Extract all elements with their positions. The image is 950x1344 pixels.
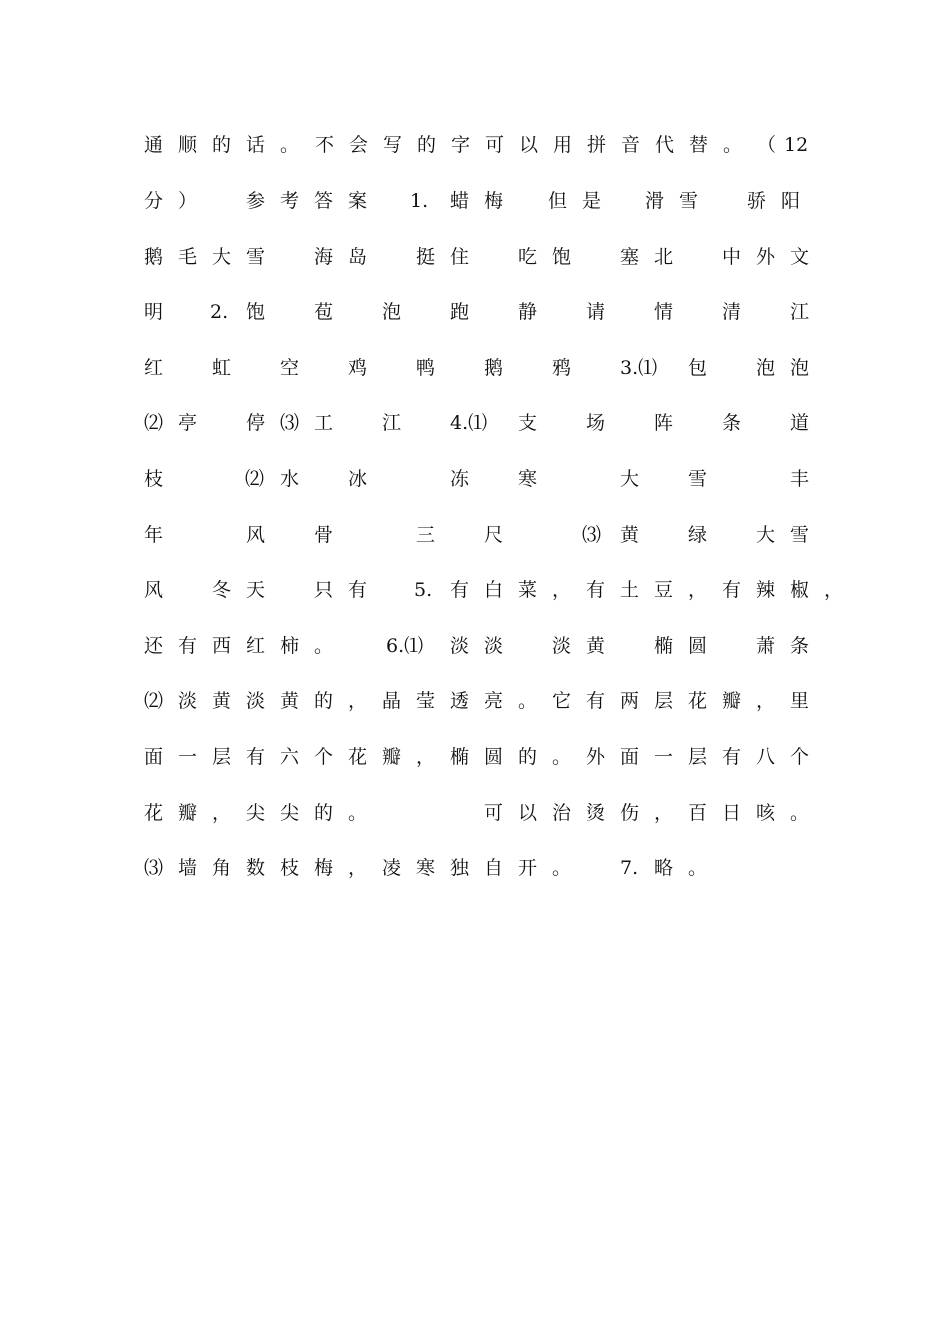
text-char: 。 xyxy=(790,802,810,824)
text-char: 风 xyxy=(144,579,164,601)
text-char: 泡 xyxy=(382,301,402,323)
text-char: 绿 xyxy=(688,524,708,546)
text-char: 日 xyxy=(722,802,742,824)
text-char: 圆 xyxy=(688,635,708,657)
text-char: 毛 xyxy=(178,246,198,268)
text-char: 情 xyxy=(654,301,674,323)
text-char: 通 xyxy=(144,134,164,156)
text-char: 鸡 xyxy=(348,357,368,379)
text-char: 以 xyxy=(519,134,539,156)
text-char: 尺 xyxy=(484,524,504,546)
text-char: 淡 xyxy=(450,635,470,657)
text-char: 八 xyxy=(756,746,776,768)
text-char: ， xyxy=(416,746,436,768)
text-char: 的 xyxy=(518,746,538,768)
text-char: 是 xyxy=(582,190,602,212)
text-char: 柿 xyxy=(280,635,300,657)
text-char: 风 xyxy=(246,524,266,546)
text-char: 包 xyxy=(688,357,708,379)
text-char: 略 xyxy=(654,857,674,879)
text-char: 豆 xyxy=(654,579,674,601)
text-char: 蜡 xyxy=(450,190,470,212)
text-char: 瓣 xyxy=(722,690,742,712)
text-char: 圆 xyxy=(484,746,504,768)
text-char: 有 xyxy=(586,579,606,601)
text-char: 参 xyxy=(246,190,266,212)
text-char: 外 xyxy=(756,246,776,268)
text-char: 。 xyxy=(688,857,708,879)
text-char: 。 xyxy=(552,746,572,768)
text-char: 阳 xyxy=(781,190,801,212)
text-char: 鸭 xyxy=(416,357,436,379)
text-char: 凌 xyxy=(382,857,402,879)
text-char: ， xyxy=(552,579,572,601)
text-char: 有 xyxy=(586,690,606,712)
text-char: （ xyxy=(757,134,777,156)
text-char: ⑶ xyxy=(280,412,300,434)
text-char: 鹅 xyxy=(484,357,504,379)
text-char: 只 xyxy=(314,579,334,601)
text-char: 的 xyxy=(314,690,334,712)
text-char: 清 xyxy=(722,301,742,323)
text-char: 它 xyxy=(552,690,572,712)
text-char: 鹅 xyxy=(144,246,164,268)
text-char: 一 xyxy=(178,746,198,768)
text-char: 4.⑴ xyxy=(450,412,488,434)
text-char: 停 xyxy=(246,412,266,434)
text-char: 字 xyxy=(451,134,471,156)
text-char: 墙 xyxy=(178,857,198,879)
text-char: 支 xyxy=(518,412,538,434)
text-char: 萧 xyxy=(756,635,776,657)
text-char: 跑 xyxy=(450,301,470,323)
text-char: ⑵ xyxy=(144,412,164,434)
text-char: 答 xyxy=(314,190,334,212)
text-char: ⑶ xyxy=(144,857,164,879)
text-char: 不 xyxy=(315,134,335,156)
text-char: 枝 xyxy=(144,468,164,490)
text-char: 3.⑴ xyxy=(620,357,658,379)
text-char: 层 xyxy=(688,746,708,768)
text-line xyxy=(144,853,824,883)
text-char: 花 xyxy=(348,746,368,768)
text-char: 雪 xyxy=(246,246,266,268)
text-char: 红 xyxy=(144,357,164,379)
text-char: 可 xyxy=(484,802,504,824)
text-char: 咳 xyxy=(756,802,776,824)
text-char: 分 xyxy=(144,190,164,212)
text-line xyxy=(144,575,844,605)
text-char: 挺 xyxy=(416,246,436,268)
text-char: 考 xyxy=(280,190,300,212)
text-char: 角 xyxy=(212,857,232,879)
text-char: 5. xyxy=(414,579,433,601)
text-char: 大 xyxy=(756,524,776,546)
text-char: 天 xyxy=(246,579,266,601)
text-char: 冻 xyxy=(450,468,470,490)
text-char: 12 xyxy=(784,134,809,156)
text-char: 冬 xyxy=(212,579,232,601)
text-char: 花 xyxy=(144,802,164,824)
text-char: 有 xyxy=(348,579,368,601)
text-char: 场 xyxy=(586,412,606,434)
text-char: 。 xyxy=(314,635,334,657)
text-char: 西 xyxy=(212,635,232,657)
text-char: 顺 xyxy=(178,134,198,156)
text-char: 椭 xyxy=(450,746,470,768)
text-line xyxy=(144,353,824,383)
text-char: 请 xyxy=(586,301,606,323)
text-char: 以 xyxy=(518,802,538,824)
text-char: 的 xyxy=(417,134,437,156)
text-char: 一 xyxy=(654,746,674,768)
text-char: 椭 xyxy=(654,635,674,657)
text-char: 饱 xyxy=(552,246,572,268)
text-line xyxy=(144,186,824,216)
text-char: 两 xyxy=(620,690,640,712)
text-char: 。 xyxy=(723,134,743,156)
text-char: 明 xyxy=(144,301,164,323)
text-char: 骄 xyxy=(747,190,767,212)
text-char: 骨 xyxy=(314,524,334,546)
text-char: 黄 xyxy=(280,690,300,712)
text-line xyxy=(144,297,824,327)
text-char: ， xyxy=(756,690,776,712)
text-char: 个 xyxy=(314,746,334,768)
text-char: 百 xyxy=(688,802,708,824)
text-char: 莹 xyxy=(416,690,436,712)
text-char: 苞 xyxy=(314,301,334,323)
text-char: 话 xyxy=(246,134,266,156)
text-char: ⑶ xyxy=(582,524,602,546)
text-char: 海 xyxy=(314,246,334,268)
text-line xyxy=(144,464,824,494)
text-char: 白 xyxy=(484,579,504,601)
text-char: 北 xyxy=(654,246,674,268)
text-char: 年 xyxy=(144,524,164,546)
text-char: 江 xyxy=(790,301,810,323)
text-char: 的 xyxy=(314,802,334,824)
text-char: 梅 xyxy=(484,190,504,212)
text-char: 土 xyxy=(620,579,640,601)
text-char: 岛 xyxy=(348,246,368,268)
text-char: 辣 xyxy=(756,579,776,601)
text-char: 黄 xyxy=(586,635,606,657)
text-char: 丰 xyxy=(790,468,810,490)
text-char: 寒 xyxy=(416,857,436,879)
text-char: 有 xyxy=(450,579,470,601)
text-line xyxy=(144,742,824,772)
text-char: 代 xyxy=(655,134,675,156)
text-char: 数 xyxy=(246,857,266,879)
text-line xyxy=(144,520,824,550)
text-char: 空 xyxy=(280,357,300,379)
text-line xyxy=(144,408,824,438)
text-char: 文 xyxy=(790,246,810,268)
text-char: 开 xyxy=(518,857,538,879)
text-char: ） xyxy=(178,190,198,212)
text-line xyxy=(144,631,824,661)
text-char: 淡 xyxy=(552,635,572,657)
text-char: 阵 xyxy=(654,412,674,434)
text-char: 有 xyxy=(246,746,266,768)
text-char: 但 xyxy=(548,190,568,212)
text-char: 里 xyxy=(790,690,810,712)
text-char: ⑵ xyxy=(245,468,265,490)
text-char: 自 xyxy=(484,857,504,879)
text-char: 写 xyxy=(383,134,403,156)
text-char: 条 xyxy=(790,635,810,657)
text-char: 冰 xyxy=(348,468,368,490)
text-char: 泡 xyxy=(790,357,810,379)
text-char: 独 xyxy=(450,857,470,879)
text-char: 六 xyxy=(280,746,300,768)
text-char: 烫 xyxy=(586,802,606,824)
text-char: 拼 xyxy=(587,134,607,156)
text-char: 亭 xyxy=(178,412,198,434)
text-char: 枝 xyxy=(280,857,300,879)
text-char: 住 xyxy=(450,246,470,268)
text-char: 伤 xyxy=(620,802,640,824)
text-char: 层 xyxy=(212,746,232,768)
text-char: 个 xyxy=(790,746,810,768)
text-char: 鸦 xyxy=(552,357,572,379)
text-char: 虹 xyxy=(212,357,232,379)
text-char: 瓣 xyxy=(382,746,402,768)
text-char: 道 xyxy=(790,412,810,434)
text-char: 雪 xyxy=(679,190,699,212)
text-line xyxy=(144,242,824,272)
text-char: 雪 xyxy=(688,468,708,490)
text-char: 梅 xyxy=(314,857,334,879)
text-char: 尖 xyxy=(246,802,266,824)
text-char: 用 xyxy=(553,134,573,156)
text-char: 有 xyxy=(178,635,198,657)
text-char: 会 xyxy=(349,134,369,156)
text-char: 亮 xyxy=(484,690,504,712)
text-char: 黄 xyxy=(212,690,232,712)
text-line xyxy=(144,686,824,716)
text-char: 菜 xyxy=(518,579,538,601)
text-char: 替 xyxy=(689,134,709,156)
text-char: 瓣 xyxy=(178,802,198,824)
text-char: 尖 xyxy=(280,802,300,824)
text-char: 静 xyxy=(518,301,538,323)
text-char: 工 xyxy=(314,412,334,434)
text-char: ， xyxy=(348,857,368,879)
text-char: ， xyxy=(688,579,708,601)
text-char: 还 xyxy=(144,635,164,657)
text-char: 花 xyxy=(688,690,708,712)
text-char: 层 xyxy=(654,690,674,712)
text-char: 7. xyxy=(620,857,639,879)
text-char: 面 xyxy=(144,746,164,768)
text-char: 。 xyxy=(552,857,572,879)
text-char: 可 xyxy=(485,134,505,156)
text-char: 水 xyxy=(280,468,300,490)
text-char: ， xyxy=(212,802,232,824)
text-char: ， xyxy=(824,579,844,601)
text-char: 寒 xyxy=(518,468,538,490)
text-char: 大 xyxy=(212,246,232,268)
text-line xyxy=(144,798,824,828)
text-char: ⑵ xyxy=(144,690,164,712)
text-char: 雪 xyxy=(790,524,810,546)
text-char: 晶 xyxy=(382,690,402,712)
text-char: ， xyxy=(348,690,368,712)
text-char: 江 xyxy=(382,412,402,434)
text-char: 淡 xyxy=(178,690,198,712)
text-char: 淡 xyxy=(484,635,504,657)
text-char: 红 xyxy=(246,635,266,657)
text-char: 中 xyxy=(722,246,742,268)
text-char: ， xyxy=(654,802,674,824)
text-char: 透 xyxy=(450,690,470,712)
text-char: 有 xyxy=(722,579,742,601)
text-char: 淡 xyxy=(246,690,266,712)
text-char: 的 xyxy=(212,134,232,156)
text-char: 6.⑴ xyxy=(386,635,424,657)
text-char: 大 xyxy=(620,468,640,490)
text-char: 1. xyxy=(410,190,429,212)
text-char: 滑 xyxy=(645,190,665,212)
text-char: 有 xyxy=(722,746,742,768)
text-char: 。 xyxy=(348,802,368,824)
text-char: 三 xyxy=(416,524,436,546)
text-char: 吃 xyxy=(518,246,538,268)
text-char: 面 xyxy=(620,746,640,768)
text-char: 条 xyxy=(722,412,742,434)
text-char: 塞 xyxy=(620,246,640,268)
text-char: 泡 xyxy=(756,357,776,379)
text-char: 饱 xyxy=(246,301,266,323)
text-char: 椒 xyxy=(790,579,810,601)
text-char: 。 xyxy=(280,134,300,156)
text-char: 。 xyxy=(518,690,538,712)
text-char: 外 xyxy=(586,746,606,768)
text-char: 案 xyxy=(348,190,368,212)
text-char: 音 xyxy=(621,134,641,156)
text-char: 黄 xyxy=(620,524,640,546)
text-line xyxy=(144,130,824,160)
text-char: 2. xyxy=(210,301,229,323)
text-char: 治 xyxy=(552,802,572,824)
